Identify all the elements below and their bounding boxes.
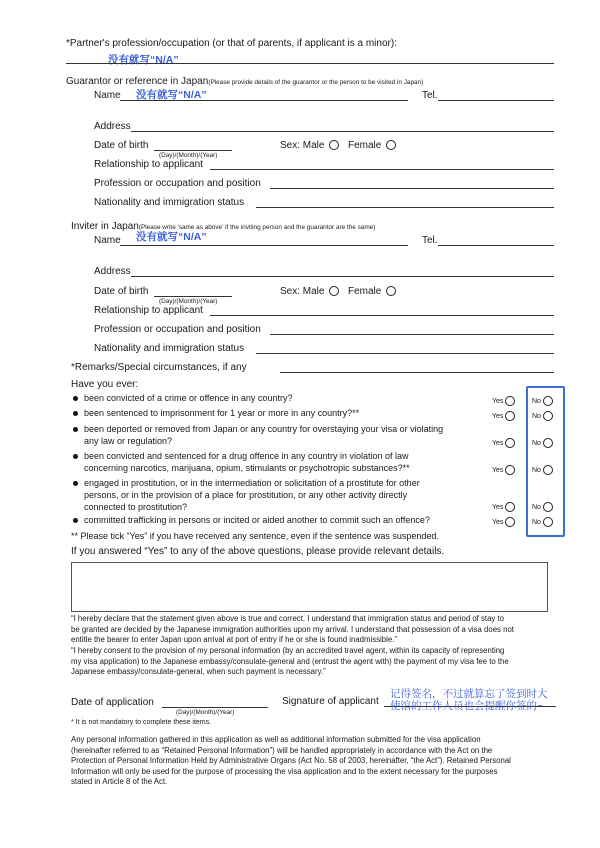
- partner-occupation-line[interactable]: [66, 63, 554, 64]
- inviter-tel-label: Tel.: [422, 235, 438, 246]
- guarantor-tel-label: Tel.: [422, 90, 438, 101]
- guarantor-address-label: Address: [94, 121, 131, 132]
- question-5-no: No: [532, 502, 553, 512]
- question-4-yes: Yes: [492, 465, 515, 475]
- guarantor-sex-female: Female: [348, 140, 396, 151]
- inviter-sex-male: Sex: Male: [280, 286, 339, 297]
- bullet-icon: [73, 481, 78, 486]
- bullet-icon: [73, 454, 78, 459]
- details-textarea[interactable]: [71, 562, 548, 612]
- inviter-male-radio[interactable]: [329, 286, 339, 296]
- question-5-line-1: engaged in prostitution, or in the intermediation or solicitation of a prostitute for other: [84, 478, 420, 488]
- bullet-icon: [73, 396, 78, 401]
- guarantor-sex-male: Sex: Male: [280, 140, 339, 151]
- inviter-relationship-field[interactable]: [210, 315, 554, 316]
- inviter-heading: Inviter in Japan(Please write 'same as above' if the inviting person and the guarantor are the same): [71, 221, 376, 232]
- application-date-field[interactable]: [162, 707, 268, 708]
- inviter-tel-field[interactable]: [438, 245, 554, 246]
- guarantor-name-annotation: 没有就写“N/A”: [136, 89, 207, 101]
- application-date-label: Date of application: [71, 697, 154, 708]
- questions-footnote: ** Please tick “Yes” if you have received any sentence, even if the sentence was suspended.: [71, 531, 439, 541]
- inviter-relationship-label: Relationship to applicant: [94, 305, 203, 316]
- guarantor-relationship-label: Relationship to applicant: [94, 159, 203, 170]
- question-4-line-1: been convicted and sentenced for a drug offence in any country in violation of law: [84, 451, 409, 461]
- signature-annotation-line-1: 记得签名，不过就算忘了签到时大: [390, 688, 548, 700]
- signature-label: Signature of applicant: [282, 696, 379, 707]
- guarantor-tel-field[interactable]: [438, 100, 554, 101]
- inviter-sex-female: Female: [348, 286, 396, 297]
- no-column-highlight: [526, 386, 565, 537]
- question-6-text: committed trafficking in persons or incited or aided another to commit such an offence?: [84, 515, 430, 525]
- privacy-notice: Any personal information gathered in this application as well as additional information submitted for the visa application (hereinafter referred to as “Retained Personal Information”) will be handled appropriately in accordance with the Act on the Protection of Personal Information Held by Administrative Organs (Act No. 58 of 2003, hereinafter, “the Act”). Retained Personal Information will only be used for the purpose of processing the visa application and to the extent necessary for the purposes stated in Article 8 of the Act.: [71, 735, 511, 787]
- remarks-field[interactable]: [280, 372, 554, 373]
- question-2-yes-radio[interactable]: [505, 411, 515, 421]
- guarantor-male-radio[interactable]: [329, 140, 339, 150]
- guarantor-profession-label: Profession or occupation and position: [94, 178, 261, 189]
- partner-annotation: 没有就写“N/A”: [108, 54, 179, 66]
- question-4-line-2: concerning narcotics, marijuana, opium, stimulants or psychotropic substances?**: [84, 463, 410, 473]
- guarantor-relationship-field[interactable]: [210, 169, 554, 170]
- guarantor-name-field[interactable]: [120, 100, 408, 101]
- question-2-no: No: [532, 411, 553, 421]
- guarantor-female-radio[interactable]: [386, 140, 396, 150]
- inviter-address-field[interactable]: [131, 276, 554, 277]
- bullet-icon: [73, 427, 78, 432]
- question-3-line-2: any law or regulation?: [84, 436, 173, 446]
- guarantor-name-label: Name: [94, 90, 121, 101]
- guarantor-nationality-field[interactable]: [256, 207, 554, 208]
- question-4-yes-radio[interactable]: [505, 465, 515, 475]
- guarantor-dob-label: Date of birth: [94, 140, 149, 151]
- question-1-no: No: [532, 396, 553, 406]
- questions-heading: Have you ever:: [71, 379, 139, 390]
- inviter-dob-field[interactable]: [154, 296, 232, 297]
- question-5-yes: Yes: [492, 502, 515, 512]
- guarantor-nationality-label: Nationality and immigration status: [94, 197, 245, 208]
- guarantor-address-field[interactable]: [131, 131, 554, 132]
- question-3-no: No: [532, 438, 553, 448]
- guarantor-dob-format: (Day)/(Month)/(Year): [159, 152, 218, 159]
- details-prompt: If you answered “Yes” to any of the above questions, please provide relevant details.: [71, 546, 445, 557]
- inviter-name-field[interactable]: [120, 245, 408, 246]
- inviter-name-annotation: 没有就写“N/A”: [136, 231, 207, 243]
- inviter-nationality-field[interactable]: [256, 353, 554, 354]
- declaration-paragraph-2: “I hereby consent to the provision of my personal information (by an accredited travel agent, within its capacity of representing my visa application) to the Japanese embassy/consulate-general and (entrust the agent with) the payment of my visa fee to the Japanese embassy/consulate-general, when such payment is necessary.”: [71, 646, 509, 677]
- question-4-no: No: [532, 465, 553, 475]
- question-1-yes-radio[interactable]: [505, 396, 515, 406]
- question-6-yes: Yes: [492, 517, 515, 527]
- question-5-line-2: persons, or in the provision of a place for prostitution, or any other activity directly: [84, 490, 408, 500]
- question-3-yes-radio[interactable]: [505, 438, 515, 448]
- inviter-dob-format: (Day)/(Month)/(Year): [159, 298, 218, 305]
- signature-annotation-line-2: 使馆的工作人员也会提醒你签的~: [390, 700, 544, 712]
- inviter-dob-label: Date of birth: [94, 286, 149, 297]
- question-6-no: No: [532, 517, 553, 527]
- question-1-text: been convicted of a crime or offence in any country?: [84, 393, 293, 403]
- optional-note: * It is not mandatory to complete these items.: [71, 719, 212, 726]
- question-5-line-3: connected to prostitution?: [84, 502, 188, 512]
- guarantor-dob-field[interactable]: [154, 150, 232, 151]
- inviter-profession-field[interactable]: [270, 334, 554, 335]
- inviter-female-radio[interactable]: [386, 286, 396, 296]
- question-5-yes-radio[interactable]: [505, 502, 515, 512]
- inviter-name-label: Name: [94, 235, 121, 246]
- application-date-format: (Day)/(Month)/(Year): [176, 709, 235, 716]
- question-6-yes-radio[interactable]: [505, 517, 515, 527]
- inviter-profession-label: Profession or occupation and position: [94, 324, 261, 335]
- remarks-label: *Remarks/Special circumstances, if any: [71, 362, 247, 373]
- inviter-nationality-label: Nationality and immigration status: [94, 343, 245, 354]
- declaration-paragraph-1: “I hereby declare that the statement given above is true and correct. I understand that immigration status and period of stay to be granted are decided by the Japanese immigration authorities upon my arrival. I understand that possession of a visa does not entitle the bearer to enter Japan upon arrival at port of entry if he or she is found inadmissible.”: [71, 614, 514, 645]
- question-2-yes: Yes: [492, 411, 515, 421]
- partner-occupation-label: *Partner's profession/occupation (or that of parents, if applicant is a minor):: [66, 38, 397, 49]
- bullet-icon: [73, 411, 78, 416]
- question-3-yes: Yes: [492, 438, 515, 448]
- question-1-yes: Yes: [492, 396, 515, 406]
- guarantor-heading: Guarantor or reference in Japan(Please provide details of the guarantor or the person to be visited in Japan): [66, 76, 424, 87]
- question-3-line-1: been deported or removed from Japan or any country for overstaying your visa or violating: [84, 424, 444, 434]
- inviter-address-label: Address: [94, 266, 131, 277]
- bullet-icon: [73, 518, 78, 523]
- question-2-text: been sentenced to imprisonment for 1 year or more in any country?**: [84, 408, 360, 418]
- guarantor-profession-field[interactable]: [270, 188, 554, 189]
